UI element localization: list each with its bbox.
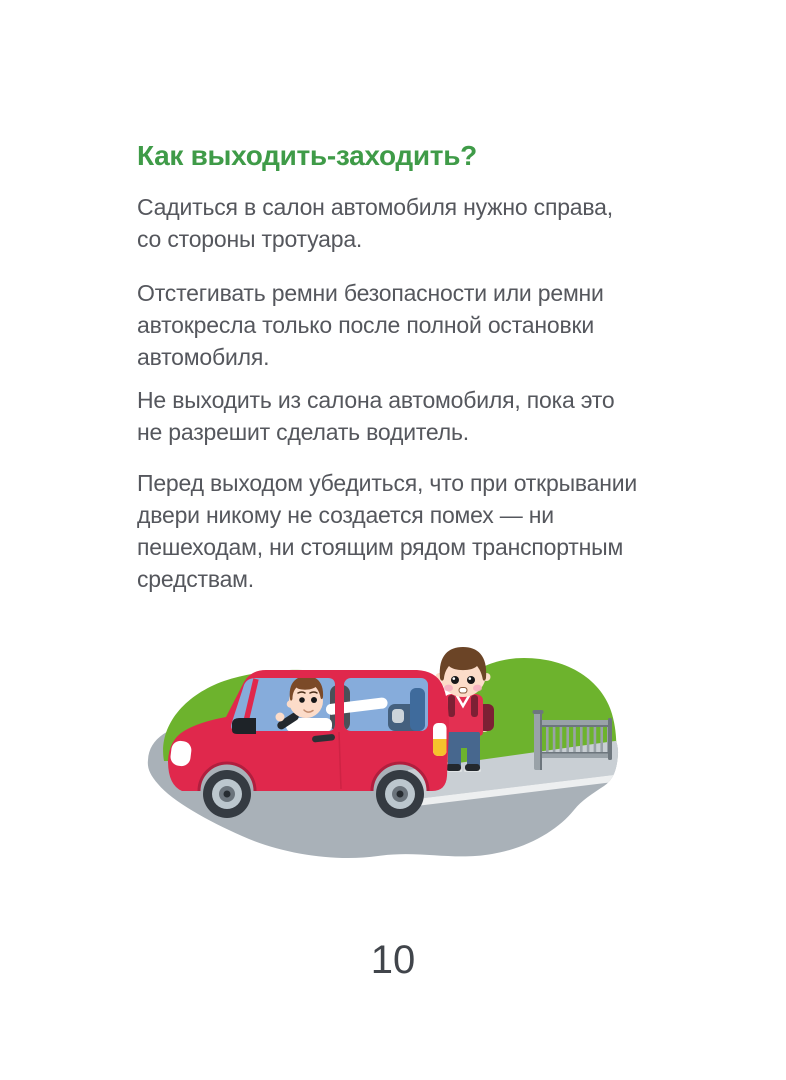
boy-mouth bbox=[459, 688, 467, 694]
paragraph-line: пешеходам, ни стоящим рядом транспортным bbox=[137, 534, 624, 560]
paragraph-4 bbox=[137, 467, 657, 595]
tail-light bbox=[433, 723, 447, 756]
paragraph-line: двери никому не создается помех — ни bbox=[137, 502, 554, 528]
paragraph-line: Не выходить из салона автомобиля, пока это bbox=[137, 387, 615, 413]
paragraph-line: Садиться в салон автомобиля нужно справа, bbox=[137, 194, 613, 220]
page-title: Как выходить-заходить? bbox=[137, 140, 477, 171]
boy-cheek bbox=[444, 685, 453, 692]
page-number: 10 bbox=[370, 938, 416, 982]
car-wheel-rear bbox=[376, 770, 424, 818]
paragraph-2 bbox=[137, 277, 657, 373]
illustration-car-scene bbox=[130, 628, 630, 878]
paragraph-line: Перед выходом убедиться, что при открывании bbox=[137, 470, 638, 496]
paragraph-line: автомобиля. bbox=[137, 344, 270, 370]
car-wheel-front bbox=[203, 770, 251, 818]
paragraph-line: средствам. bbox=[137, 566, 254, 592]
paragraph-3 bbox=[137, 384, 657, 448]
paragraph-line: со стороны тротуара. bbox=[137, 226, 363, 252]
paragraph-1 bbox=[137, 191, 657, 255]
page-content bbox=[137, 141, 657, 595]
paragraph-line: автокресла только после полной остановки bbox=[137, 312, 595, 338]
boy-cheek bbox=[473, 685, 482, 692]
paragraph-line: не разрешит сделать водитель. bbox=[137, 419, 469, 445]
paragraph-line: Отстегивать ремни безопасности или ремни bbox=[137, 280, 604, 306]
side-mirror bbox=[232, 718, 256, 734]
